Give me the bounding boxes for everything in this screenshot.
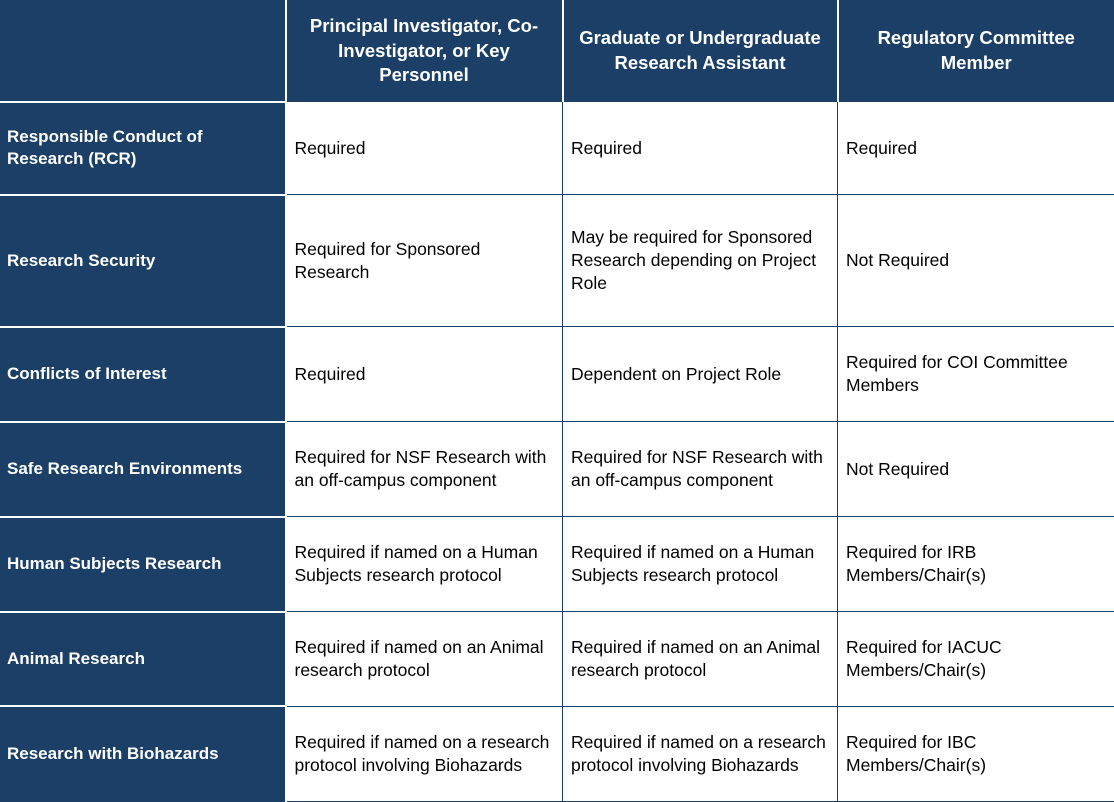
column-header-research-assistant: Graduate or Undergraduate Research Assistant [563, 1, 838, 102]
cell-sre-pi: Required for NSF Research with an off-campus component [286, 422, 563, 517]
cell-coi-committee: Required for COI Committee Members [838, 327, 1114, 422]
row-header-research-security: Research Security [1, 195, 286, 327]
row-header-rcr: Responsible Conduct of Research (RCR) [1, 102, 286, 195]
cell-research-security-ra: May be required for Sponsored Research depending on Project Role [563, 195, 838, 327]
cell-human-subjects-pi: Required if named on a Human Subjects research protocol [286, 517, 563, 612]
cell-sre-ra: Required for NSF Research with an off-campus component [563, 422, 838, 517]
row-header-conflicts-of-interest: Conflicts of Interest [1, 327, 286, 422]
cell-research-security-pi: Required for Sponsored Research [286, 195, 563, 327]
row-header-human-subjects-research: Human Subjects Research [1, 517, 286, 612]
header-row [1, 1, 1114, 102]
cell-research-security-committee: Not Required [838, 195, 1114, 327]
row-header-research-with-biohazards: Research with Biohazards [1, 706, 286, 801]
row-header-safe-research-environments: Safe Research Environments [1, 422, 286, 517]
cell-animal-research-committee: Required for IACUC Members/Chair(s) [838, 612, 1114, 707]
cell-human-subjects-ra: Required if named on a Human Subjects research protocol [563, 517, 838, 612]
cell-coi-pi: Required [286, 327, 563, 422]
table-row [1, 706, 1114, 801]
cell-biohazards-committee: Required for IBC Members/Chair(s) [838, 706, 1114, 801]
table-row [1, 327, 1114, 422]
table-row [1, 422, 1114, 517]
table-corner-cell [1, 1, 286, 102]
cell-coi-ra: Dependent on Project Role [563, 327, 838, 422]
column-header-regulatory-committee-member: Regulatory Committee Member [838, 1, 1114, 102]
table-row [1, 612, 1114, 707]
table-body [1, 102, 1114, 802]
cell-sre-committee: Not Required [838, 422, 1114, 517]
cell-rcr-ra: Required [563, 102, 838, 195]
row-header-animal-research: Animal Research [1, 612, 286, 707]
column-header-principal-investigator: Principal Investigator, Co-Investigator, or Key Personnel [286, 1, 563, 102]
cell-rcr-committee: Required [838, 102, 1114, 195]
cell-animal-research-pi: Required if named on an Animal research protocol [286, 612, 563, 707]
table-header [1, 1, 1114, 102]
cell-rcr-pi: Required [286, 102, 563, 195]
table-row [1, 195, 1114, 327]
cell-biohazards-ra: Required if named on a research protocol involving Biohazards [563, 706, 838, 801]
cell-biohazards-pi: Required if named on a research protocol involving Biohazards [286, 706, 563, 801]
cell-human-subjects-committee: Required for IRB Members/Chair(s) [838, 517, 1114, 612]
table-row [1, 517, 1114, 612]
table-row [1, 102, 1114, 195]
cell-animal-research-ra: Required if named on an Animal research protocol [563, 612, 838, 707]
